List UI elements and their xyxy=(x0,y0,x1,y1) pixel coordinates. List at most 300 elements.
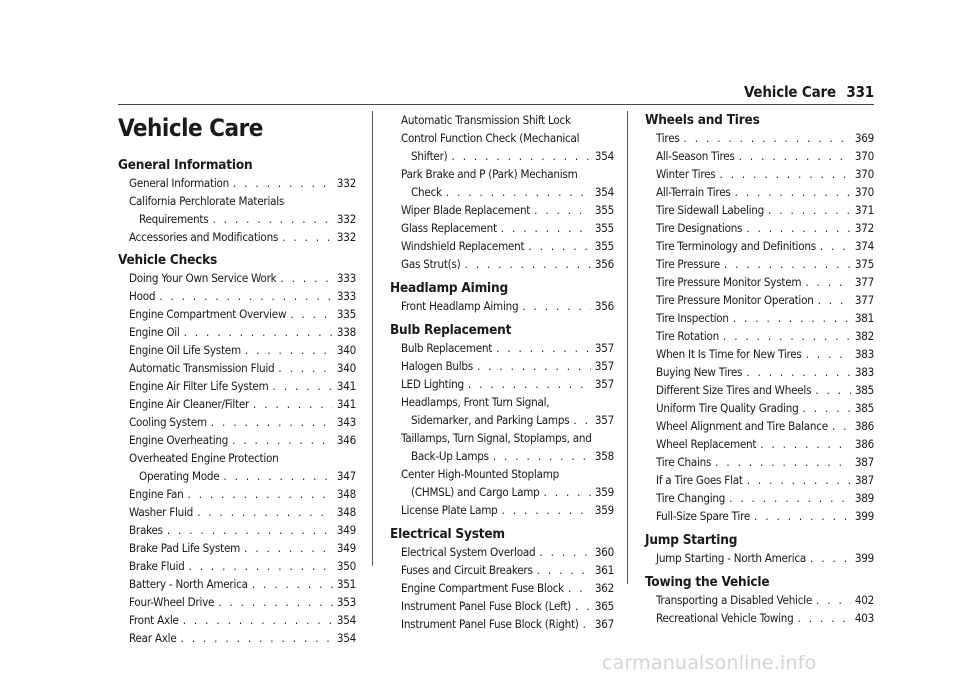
toc-entry[interactable] xyxy=(118,557,356,575)
toc-entry-title: Cooling System xyxy=(129,415,207,429)
toc-entry-title: Engine Oil Life System xyxy=(129,343,241,357)
dot-leader xyxy=(528,237,590,255)
toc-entry-title: Center High-Mounted Stoplamp xyxy=(401,467,560,481)
toc-entry[interactable] xyxy=(118,228,356,246)
toc-page-number: 333 xyxy=(336,271,356,285)
toc-entry-title: License Plate Lamp xyxy=(401,503,498,517)
toc-entry[interactable] xyxy=(390,429,614,465)
toc-entry-title: Front Headlamp Aiming xyxy=(401,299,519,313)
dot-leader xyxy=(803,399,851,417)
toc-entry-title-cont: Operating Mode xyxy=(139,469,220,483)
toc-entry-title: Hood xyxy=(129,289,156,303)
header-page-number: 331 xyxy=(846,83,874,101)
dot-leader xyxy=(820,237,851,255)
toc-entry[interactable] xyxy=(118,539,356,557)
toc-page-number: 377 xyxy=(854,293,874,307)
toc-entry-last-line xyxy=(139,467,356,485)
toc-page-number: 369 xyxy=(854,131,874,145)
toc-entry-title: Tire Pressure Monitor Operation xyxy=(656,293,814,307)
toc-entry[interactable] xyxy=(118,305,356,323)
toc-entry-title: Engine Overheating xyxy=(129,433,229,447)
toc-entry[interactable] xyxy=(390,237,614,255)
toc-page-number: 374 xyxy=(854,239,874,253)
toc-entry-title: Doing Your Own Service Work xyxy=(129,271,277,285)
toc-entry[interactable] xyxy=(645,273,874,291)
dot-leader xyxy=(167,521,333,539)
toc-entry[interactable] xyxy=(645,345,874,363)
toc-entry-title: Washer Fluid xyxy=(129,505,194,519)
toc-page-number: 355 xyxy=(594,203,614,217)
toc-page-number: 353 xyxy=(336,595,356,609)
section-heading: Vehicle Checks xyxy=(118,252,218,268)
toc-entry-title: Jump Starting - North America xyxy=(656,551,807,565)
toc-page-number: 367 xyxy=(594,617,614,631)
dot-leader xyxy=(806,345,851,363)
dot-leader xyxy=(747,471,851,489)
toc-page-number: 340 xyxy=(336,361,356,375)
dot-leader xyxy=(715,453,851,471)
toc-entry[interactable] xyxy=(390,219,614,237)
toc-page-number: 351 xyxy=(336,577,356,591)
dot-leader xyxy=(502,501,591,519)
toc-entry-title: Engine Oil xyxy=(129,325,180,339)
dot-leader xyxy=(815,381,851,399)
toc-page-number: 383 xyxy=(854,365,874,379)
toc-list xyxy=(118,174,356,246)
dot-leader xyxy=(735,183,851,201)
dot-leader xyxy=(451,147,590,165)
dot-leader xyxy=(539,543,591,561)
toc-entry-title: Engine Compartment Fuse Block xyxy=(401,581,564,595)
toc-page-number: 385 xyxy=(854,401,874,415)
toc-page-number: 357 xyxy=(594,341,614,355)
toc-entry-title: If a Tire Goes Flat xyxy=(656,473,743,487)
header-rule xyxy=(118,104,874,105)
toc-entry-title: Tire Rotation xyxy=(656,329,719,343)
toc-entry-title: Tire Pressure Monitor System xyxy=(656,275,802,289)
toc-entry[interactable] xyxy=(645,489,874,507)
toc-entry-title: All-Terrain Tires xyxy=(656,185,731,199)
toc-page-number: 354 xyxy=(336,631,356,645)
toc-entry-last-line xyxy=(411,147,614,165)
toc-entry-title: Tire Designations xyxy=(656,221,743,235)
toc-entry-title: California Perchlorate Materials xyxy=(129,194,285,208)
toc-entry-title: Wiper Blade Replacement xyxy=(401,203,531,217)
toc-page-number: 355 xyxy=(594,239,614,253)
dot-leader xyxy=(729,489,851,507)
toc-entry[interactable] xyxy=(390,339,614,357)
toc-entry[interactable] xyxy=(390,543,614,561)
toc-page-number: 357 xyxy=(594,359,614,373)
toc-entry-title: General Information xyxy=(129,176,230,190)
dot-leader xyxy=(768,201,851,219)
dot-leader xyxy=(278,359,332,377)
dot-leader xyxy=(805,273,851,291)
toc-entry-title: Park Brake and P (Park) Mechanism xyxy=(401,167,578,181)
dot-leader xyxy=(723,327,851,345)
toc-page-number: 354 xyxy=(594,149,614,163)
dot-leader xyxy=(244,539,333,557)
toc-page-number: 370 xyxy=(854,149,874,163)
toc-entry[interactable] xyxy=(645,471,874,489)
toc-page-number: 348 xyxy=(336,505,356,519)
toc-entry[interactable] xyxy=(645,453,874,471)
toc-entry[interactable] xyxy=(390,579,614,597)
toc-entry[interactable] xyxy=(645,327,874,345)
toc-page-number: 346 xyxy=(336,433,356,447)
toc-entry[interactable] xyxy=(390,165,614,201)
toc-entry-title: Accessories and Modifications xyxy=(129,230,279,244)
toc-entry-title: Tire Sidewall Labeling xyxy=(656,203,765,217)
toc-page-number: 341 xyxy=(336,379,356,393)
toc-entry[interactable] xyxy=(390,375,614,393)
toc-entry[interactable] xyxy=(390,393,614,429)
toc-entry-title: Instrument Panel Fuse Block (Right) xyxy=(401,617,579,631)
toc-entry-title: Tire Terminology and Definitions xyxy=(656,239,816,253)
dot-leader xyxy=(223,467,332,485)
toc-entry-last-line xyxy=(411,483,614,501)
dot-leader xyxy=(544,483,591,501)
toc-page-number: 387 xyxy=(854,473,874,487)
toc-entry[interactable] xyxy=(390,465,614,501)
toc-entry[interactable] xyxy=(645,507,874,525)
toc-entry-title: Tires xyxy=(656,131,680,145)
dot-leader xyxy=(568,579,591,597)
dot-leader xyxy=(280,269,332,287)
section-heading: Electrical System xyxy=(390,526,505,542)
toc-entry-title: Engine Compartment Overview xyxy=(129,307,287,321)
toc-entry[interactable] xyxy=(118,413,356,431)
toc-entry-title: Automatic Transmission Fluid xyxy=(129,361,275,375)
toc-entry-title-cont: Sidemarker, and Parking Lamps xyxy=(411,413,570,427)
dot-leader xyxy=(197,503,333,521)
toc-entry-title: Automatic Transmission Shift Lock xyxy=(401,113,571,127)
toc-page-number: 343 xyxy=(336,415,356,429)
toc-entry-title-cont: (CHMSL) and Cargo Lamp xyxy=(411,485,540,499)
toc-page-number: 358 xyxy=(594,449,614,463)
toc-entry-title: Different Size Tires and Wheels xyxy=(656,383,812,397)
dot-leader xyxy=(575,597,591,615)
toc-entry-title: Front Axle xyxy=(129,613,179,627)
dot-leader xyxy=(739,147,851,165)
toc-entry-title: Tire Changing xyxy=(656,491,726,505)
toc-entry-title: Tire Pressure xyxy=(656,257,720,271)
toc-entry-title: All-Season Tires xyxy=(656,149,735,163)
dot-leader xyxy=(446,183,591,201)
toc-page-number: 386 xyxy=(854,419,874,433)
toc-entry[interactable] xyxy=(118,323,356,341)
toc-entry[interactable] xyxy=(645,435,874,453)
toc-page-number: 354 xyxy=(594,185,614,199)
watermark: carmanualsonline.info xyxy=(602,652,817,674)
toc-column-3 xyxy=(627,111,874,625)
toc-entry-title: Glass Replacement xyxy=(401,221,497,235)
toc-entry[interactable] xyxy=(645,549,874,567)
toc-entry-last-line xyxy=(411,183,614,201)
toc-entry[interactable] xyxy=(645,609,874,627)
toc-entry[interactable] xyxy=(390,357,614,375)
toc-entry-title: Taillamps, Turn Signal, Stoplamps, and xyxy=(401,431,592,445)
toc-entry-title: Headlamps, Front Turn Signal, xyxy=(401,395,550,409)
toc-list xyxy=(118,269,356,647)
dot-leader xyxy=(746,219,851,237)
toc-entry[interactable] xyxy=(645,381,874,399)
dot-leader xyxy=(181,629,333,647)
toc-entry-title: Windshield Replacement xyxy=(401,239,525,253)
dot-leader xyxy=(798,609,851,627)
toc-page-number: 360 xyxy=(594,545,614,559)
toc-entry[interactable] xyxy=(118,395,356,413)
toc-page-number: 333 xyxy=(336,289,356,303)
toc-page-number: 335 xyxy=(336,307,356,321)
toc-entry-title: Gas Strut(s) xyxy=(401,257,461,271)
dot-leader xyxy=(218,593,333,611)
toc-entry[interactable] xyxy=(118,485,356,503)
dot-leader xyxy=(477,357,591,375)
dot-leader xyxy=(760,435,851,453)
toc-entry[interactable] xyxy=(645,201,874,219)
toc-list xyxy=(390,543,614,633)
toc-entry[interactable] xyxy=(118,431,356,449)
toc-page-number: 341 xyxy=(336,397,356,411)
dot-leader xyxy=(534,201,591,219)
dot-leader xyxy=(211,413,333,431)
toc-entry-title: Fuses and Circuit Breakers xyxy=(401,563,533,577)
toc-entry[interactable] xyxy=(645,147,874,165)
toc-entry[interactable] xyxy=(645,399,874,417)
dot-leader xyxy=(468,375,591,393)
header-section-title: Vehicle Care xyxy=(744,83,836,101)
dot-leader xyxy=(501,219,591,237)
dot-leader xyxy=(188,557,332,575)
dot-leader xyxy=(583,615,591,633)
toc-entry[interactable] xyxy=(645,417,874,435)
toc-entry[interactable] xyxy=(390,111,614,165)
toc-entry[interactable] xyxy=(118,287,356,305)
toc-page-number: 338 xyxy=(336,325,356,339)
toc-entry[interactable] xyxy=(118,377,356,395)
toc-entry-title-cont: Requirements xyxy=(139,212,209,226)
toc-entry-title: Bulb Replacement xyxy=(401,341,493,355)
toc-entry[interactable] xyxy=(645,309,874,327)
toc-entry-title: Winter Tires xyxy=(656,167,716,181)
dot-leader xyxy=(816,591,851,609)
toc-entry-title: When It Is Time for New Tires xyxy=(656,347,802,361)
section-heading: Towing the Vehicle xyxy=(645,574,770,590)
toc-page-number: 377 xyxy=(854,275,874,289)
dot-leader xyxy=(273,377,333,395)
toc-entry-title: Transporting a Disabled Vehicle xyxy=(656,593,813,607)
toc-entry-title: Instrument Panel Fuse Block (Left) xyxy=(401,599,571,613)
toc-page-number: 350 xyxy=(336,559,356,573)
toc-entry[interactable] xyxy=(390,201,614,219)
toc-entry[interactable] xyxy=(645,363,874,381)
toc-entry[interactable] xyxy=(390,597,614,615)
section-heading: Wheels and Tires xyxy=(645,112,760,128)
toc-page-number: 356 xyxy=(594,257,614,271)
toc-entry[interactable] xyxy=(645,291,874,309)
toc-page-number: 402 xyxy=(854,593,874,607)
toc-entry[interactable] xyxy=(390,255,614,273)
toc-list xyxy=(645,549,874,567)
toc-entry-last-line xyxy=(139,210,356,228)
toc-entry[interactable] xyxy=(118,269,356,287)
toc-page-number: 355 xyxy=(594,221,614,235)
toc-page-number: 365 xyxy=(594,599,614,613)
dot-leader xyxy=(754,507,851,525)
toc-entry-title: Engine Air Filter Life System xyxy=(129,379,269,393)
toc-page-number: 347 xyxy=(336,469,356,483)
dot-leader xyxy=(573,411,590,429)
toc-entry[interactable] xyxy=(118,611,356,629)
toc-page-number: 332 xyxy=(336,176,356,190)
toc-entry-title: Halogen Bulbs xyxy=(401,359,473,373)
toc-list xyxy=(645,591,874,627)
toc-entry-title: Engine Fan xyxy=(129,487,184,501)
dot-leader xyxy=(159,287,333,305)
toc-list xyxy=(390,111,614,273)
section-heading: Jump Starting xyxy=(645,532,738,548)
section-heading: Headlamp Aiming xyxy=(390,280,508,296)
toc-entry-last-line xyxy=(411,447,614,465)
toc-list xyxy=(645,129,874,525)
toc-entry-title-cont: Check xyxy=(411,185,442,199)
section-heading: General Information xyxy=(118,157,253,173)
toc-entry-title: Brakes xyxy=(129,523,163,537)
dot-leader xyxy=(496,339,591,357)
toc-page-number: 375 xyxy=(854,257,874,271)
toc-page-number: 357 xyxy=(594,413,614,427)
toc-page-number: 361 xyxy=(594,563,614,577)
toc-entry-title: Engine Air Cleaner/Filter xyxy=(129,397,250,411)
toc-entry[interactable] xyxy=(645,255,874,273)
dot-leader xyxy=(465,255,591,273)
toc-entry[interactable] xyxy=(645,237,874,255)
dot-leader xyxy=(810,549,851,567)
dot-leader xyxy=(522,297,591,315)
dot-leader xyxy=(719,165,850,183)
toc-entry[interactable] xyxy=(118,575,356,593)
dot-leader xyxy=(233,174,333,192)
toc-entry-title: Brake Fluid xyxy=(129,559,185,573)
toc-page-number: 349 xyxy=(336,523,356,537)
toc-page-number: 387 xyxy=(854,455,874,469)
toc-page-number: 381 xyxy=(854,311,874,325)
toc-page-number: 372 xyxy=(854,221,874,235)
toc-entry-title: Tire Chains xyxy=(656,455,712,469)
toc-page-number: 359 xyxy=(594,503,614,517)
toc-page-number: 382 xyxy=(854,329,874,343)
toc-page-number: 370 xyxy=(854,185,874,199)
dot-leader xyxy=(184,323,333,341)
toc-entry-title: Tire Inspection xyxy=(656,311,729,325)
dot-leader xyxy=(253,395,333,413)
toc-entry-title-cont: Back-Up Lamps xyxy=(411,449,489,463)
toc-page-number: 383 xyxy=(854,347,874,361)
toc-page-number: 399 xyxy=(854,509,874,523)
dot-leader xyxy=(232,431,333,449)
toc-list xyxy=(390,339,614,519)
toc-entry[interactable] xyxy=(645,183,874,201)
toc-entry-title: Four-Wheel Drive xyxy=(129,595,215,609)
dot-leader xyxy=(832,417,851,435)
toc-page-number: 349 xyxy=(336,541,356,555)
toc-entry[interactable] xyxy=(645,219,874,237)
dot-leader xyxy=(537,561,591,579)
toc-entry[interactable] xyxy=(118,341,356,359)
dot-leader xyxy=(733,309,851,327)
toc-page-number: 399 xyxy=(854,551,874,565)
toc-entry[interactable] xyxy=(645,591,874,609)
dot-leader xyxy=(188,485,333,503)
toc-entry[interactable] xyxy=(118,503,356,521)
toc-page-number: 385 xyxy=(854,383,874,397)
dot-leader xyxy=(746,363,851,381)
toc-column-1 xyxy=(118,111,356,647)
toc-page-number: 340 xyxy=(336,343,356,357)
toc-entry[interactable] xyxy=(118,629,356,647)
toc-entry[interactable] xyxy=(118,359,356,377)
toc-entry[interactable] xyxy=(118,593,356,611)
toc-list xyxy=(390,297,614,315)
toc-page-number: 389 xyxy=(854,491,874,505)
chapter-title: Vehicle Care xyxy=(118,114,263,142)
toc-page-number: 359 xyxy=(594,485,614,499)
toc-entry-title: Uniform Tire Quality Grading xyxy=(656,401,799,415)
toc-page-number: 354 xyxy=(336,613,356,627)
toc-entry-title: Electrical System Overload xyxy=(401,545,536,559)
toc-entry-title: Battery - North America xyxy=(129,577,248,591)
toc-entry[interactable] xyxy=(645,129,874,147)
dot-leader xyxy=(183,611,333,629)
dot-leader xyxy=(245,341,333,359)
toc-entry[interactable] xyxy=(390,561,614,579)
toc-page-number: 348 xyxy=(336,487,356,501)
toc-entry[interactable] xyxy=(118,521,356,539)
toc-entry-last-line xyxy=(411,411,614,429)
toc-entry[interactable] xyxy=(390,501,614,519)
section-heading: Bulb Replacement xyxy=(390,322,512,338)
toc-entry[interactable] xyxy=(118,192,356,228)
toc-entry-title: Rear Axle xyxy=(129,631,177,645)
dot-leader xyxy=(282,228,333,246)
toc-page-number: 371 xyxy=(854,203,874,217)
toc-page-number: 356 xyxy=(594,299,614,313)
toc-entry-title: Buying New Tires xyxy=(656,365,743,379)
toc-page-number: 403 xyxy=(854,611,874,625)
toc-entry[interactable] xyxy=(390,615,614,633)
toc-entry-title: Wheel Replacement xyxy=(656,437,757,451)
dot-leader xyxy=(290,305,333,323)
toc-entry-title: Overheated Engine Protection xyxy=(129,451,279,465)
toc-entry-title: Wheel Alignment and Tire Balance xyxy=(656,419,828,433)
toc-entry[interactable] xyxy=(118,174,356,192)
toc-entry-title: Brake Pad Life System xyxy=(129,541,241,555)
toc-entry-title-cont: Shifter) xyxy=(411,149,448,163)
running-header xyxy=(744,83,874,101)
dot-leader xyxy=(724,255,851,273)
dot-leader xyxy=(252,575,333,593)
dot-leader xyxy=(212,210,332,228)
toc-page-number: 332 xyxy=(336,230,356,244)
toc-entry[interactable] xyxy=(118,449,356,485)
toc-page-number: 362 xyxy=(594,581,614,595)
toc-entry[interactable] xyxy=(645,165,874,183)
toc-entry-title: Full-Size Spare Tire xyxy=(656,509,751,523)
toc-entry-title: Recreational Vehicle Towing xyxy=(656,611,794,625)
dot-leader xyxy=(818,291,851,309)
toc-entry[interactable] xyxy=(390,297,614,315)
